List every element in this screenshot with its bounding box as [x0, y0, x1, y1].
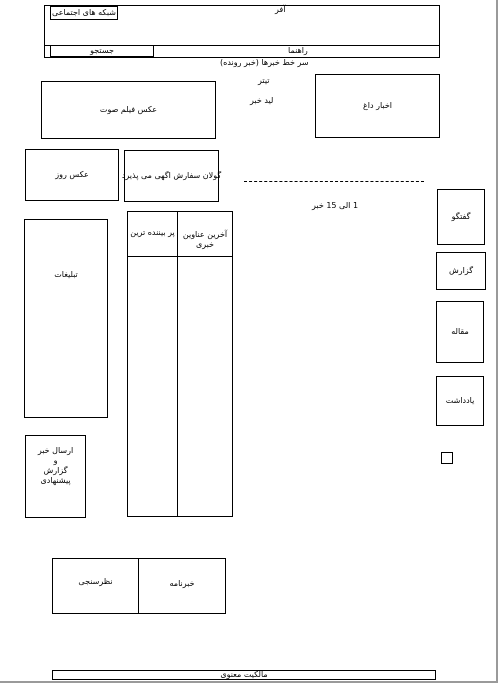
ads-label: تبلیغات — [54, 270, 78, 279]
tab-interview[interactable]: گفتگو — [437, 189, 485, 245]
most-viewed-header[interactable]: پر بیننده ترین — [130, 228, 175, 237]
send-news-label: ارسال خبر و گزارش پیشنهادی — [37, 446, 74, 485]
guide-link[interactable]: راهنما — [288, 46, 308, 55]
photo-of-day-box[interactable]: عکس روز — [25, 149, 119, 201]
headline-title[interactable]: تیتر — [258, 76, 270, 85]
footer-copyright: مالکیت معنوی — [52, 670, 436, 680]
pagination-label[interactable]: 1 الی 15 خبر — [312, 201, 359, 210]
news-list-header-divider — [127, 256, 233, 257]
dashed-separator — [244, 181, 424, 182]
golan-ad-box[interactable]: گولان سفارش اگهی می پذیرد — [124, 150, 219, 202]
search-box[interactable]: جستجو — [50, 45, 154, 57]
banner-label: آفر — [275, 5, 286, 14]
tab-report[interactable]: گزارش — [436, 252, 486, 290]
news-ticker[interactable]: سر خط خبرها (خبر رونده) — [220, 58, 309, 67]
headline-lead: لید خبر — [250, 96, 274, 105]
latest-news-header[interactable]: آخرین عناوین خبری — [182, 230, 228, 249]
send-news-box[interactable] — [25, 435, 86, 518]
tab-note[interactable]: یادداشت — [436, 376, 484, 426]
hot-news-box[interactable]: اخبار داغ — [315, 74, 440, 138]
newsletter-label[interactable]: خبرنامه — [169, 579, 195, 588]
poll-label[interactable]: نظرسنجی — [78, 577, 113, 586]
tab-article[interactable]: مقاله — [436, 301, 484, 363]
media-box[interactable]: عکس فیلم صوت — [41, 81, 216, 139]
social-networks-box[interactable]: شبکه های اجتماعی — [50, 6, 118, 20]
ads-box[interactable] — [24, 219, 108, 418]
small-checkbox[interactable] — [441, 452, 453, 464]
